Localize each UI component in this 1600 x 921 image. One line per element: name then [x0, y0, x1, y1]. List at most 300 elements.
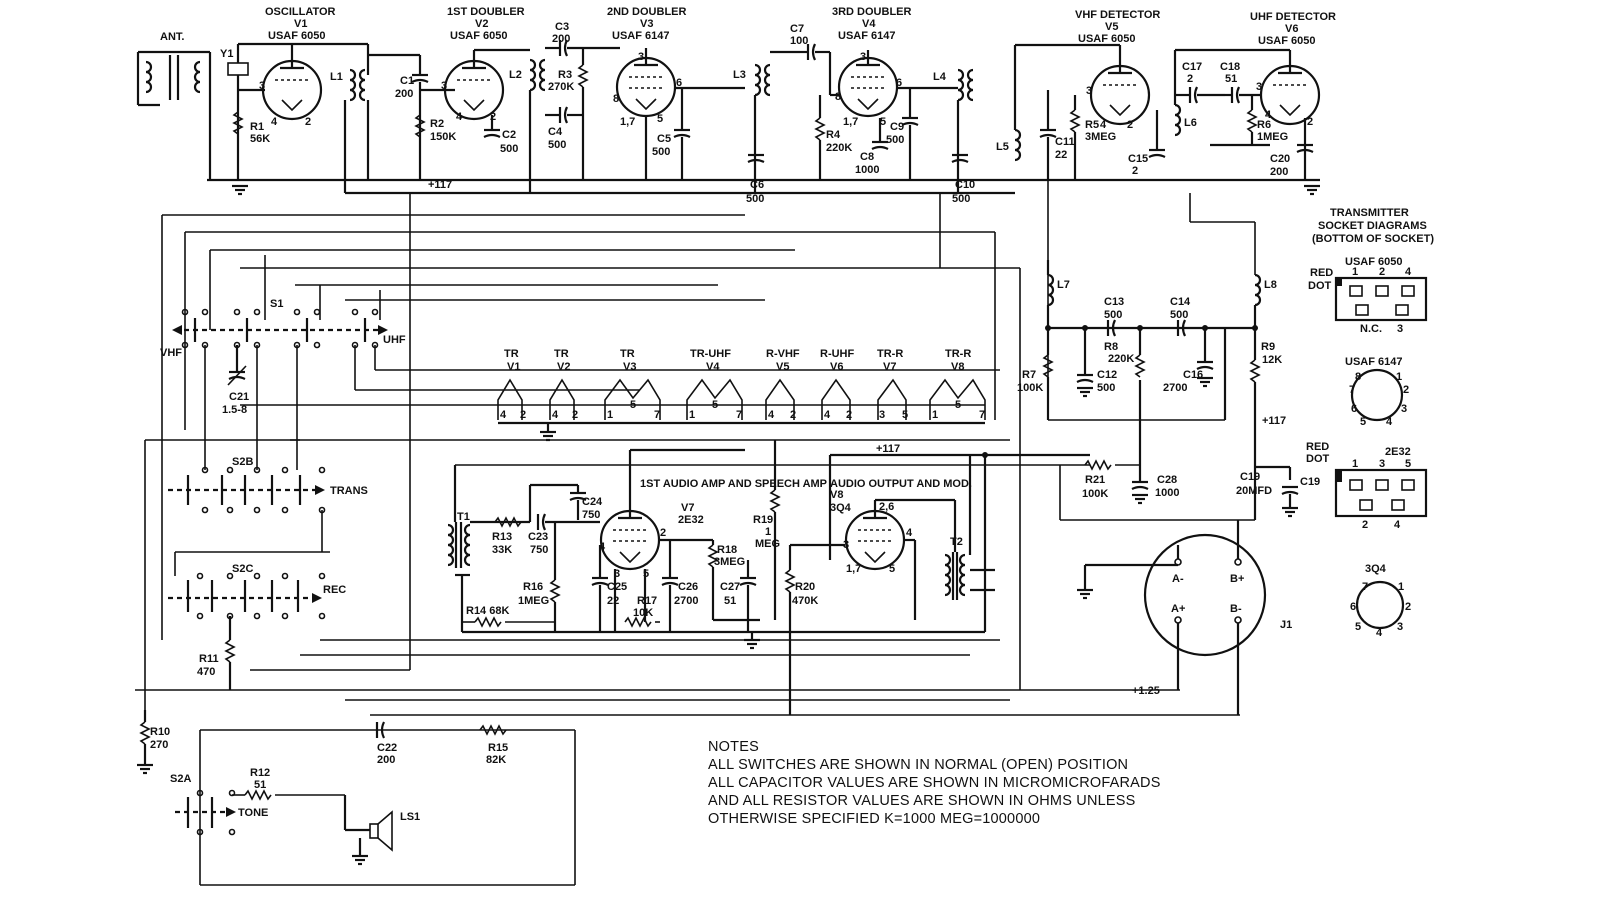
svg-text:150K: 150K: [430, 131, 457, 143]
svg-text:L6: L6: [1184, 117, 1197, 129]
svg-text:R9: R9: [1261, 341, 1276, 353]
svg-text:L2: L2: [509, 69, 522, 81]
svg-text:3: 3: [1397, 323, 1404, 335]
svg-text:C22: C22: [377, 742, 398, 754]
svg-text:TR: TR: [620, 348, 635, 360]
svg-text:1: 1: [1398, 581, 1405, 593]
svg-text:S2C: S2C: [232, 563, 254, 575]
svg-text:V5: V5: [1105, 21, 1119, 33]
svg-text:3: 3: [879, 409, 886, 421]
heater-v6: [820, 348, 854, 421]
svg-text:3: 3: [1397, 621, 1404, 633]
svg-text:S1: S1: [270, 298, 284, 310]
svg-text:200: 200: [552, 33, 571, 45]
svg-text:51: 51: [254, 779, 267, 791]
svg-text:TR-R: TR-R: [945, 348, 972, 360]
connector-j1: [1077, 520, 1292, 715]
svg-text:1: 1: [689, 409, 696, 421]
ground-symbol: [232, 186, 248, 194]
svg-text:C19: C19: [1300, 476, 1321, 488]
svg-text:+117: +117: [1262, 415, 1287, 427]
svg-text:1MEG: 1MEG: [1257, 131, 1289, 143]
svg-text:2: 2: [790, 409, 797, 421]
svg-text:V2: V2: [475, 18, 489, 30]
svg-text:500: 500: [500, 143, 519, 155]
resistor-r17: [625, 595, 660, 626]
svg-text:4: 4: [500, 409, 507, 421]
svg-text:USAF 6050: USAF 6050: [268, 30, 326, 42]
svg-text:L1: L1: [330, 71, 343, 83]
svg-text:200: 200: [377, 754, 396, 766]
svg-text:51: 51: [724, 595, 737, 607]
resistor-r1: [234, 112, 270, 145]
capacitor-c1: [395, 55, 455, 180]
svg-text:5: 5: [1405, 458, 1412, 470]
svg-text:2: 2: [1379, 266, 1386, 278]
svg-text:C13: C13: [1104, 296, 1125, 308]
svg-text:5: 5: [712, 399, 719, 411]
svg-text:C23: C23: [528, 531, 549, 543]
svg-text:C8: C8: [860, 151, 875, 163]
svg-text:1: 1: [1396, 371, 1403, 383]
resistor-r11: [197, 616, 234, 690]
svg-text:56K: 56K: [250, 133, 271, 145]
svg-text:C24: C24: [582, 496, 603, 508]
svg-text:C2: C2: [502, 129, 517, 141]
antenna-coil: [138, 31, 210, 180]
socket-usaf-6147: [1345, 356, 1409, 428]
svg-text:5: 5: [880, 116, 887, 128]
svg-text:100: 100: [790, 35, 809, 47]
svg-text:C1: C1: [400, 75, 415, 87]
svg-text:270: 270: [150, 739, 169, 751]
svg-text:3: 3: [1379, 458, 1386, 470]
svg-text:3Q4: 3Q4: [1365, 563, 1386, 575]
svg-text:1000: 1000: [1155, 487, 1180, 499]
svg-text:3: 3: [843, 539, 850, 551]
svg-text:4: 4: [1405, 266, 1412, 278]
svg-text:500: 500: [886, 134, 905, 146]
svg-text:R11: R11: [199, 653, 219, 665]
svg-text:33K: 33K: [492, 544, 513, 556]
svg-text:RED: RED: [1310, 267, 1334, 279]
notes-line: OTHERWISE SPECIFIED K=1000 MEG=1000000: [708, 811, 1041, 827]
svg-text:5: 5: [643, 568, 650, 580]
ground-symbol: [1304, 186, 1320, 194]
coil-l2: [509, 60, 545, 193]
svg-text:5: 5: [955, 399, 962, 411]
svg-text:DOT: DOT: [1306, 453, 1330, 465]
svg-text:C10: C10: [955, 179, 976, 191]
svg-text:R18: R18: [717, 544, 738, 556]
svg-text:500: 500: [952, 193, 971, 205]
svg-text:2: 2: [1127, 119, 1134, 131]
svg-text:USAF 6050: USAF 6050: [1345, 256, 1403, 268]
svg-text:1: 1: [1352, 266, 1359, 278]
svg-text:2: 2: [305, 116, 312, 128]
heater-strip: [498, 348, 985, 440]
svg-text:C6: C6: [750, 179, 765, 191]
svg-text:4: 4: [599, 541, 606, 553]
notes-line: ALL SWITCHES ARE SHOWN IN NORMAL (OPEN) POSITION: [708, 757, 1129, 773]
svg-text:C26: C26: [678, 581, 699, 593]
svg-text:220K: 220K: [1108, 353, 1135, 365]
svg-text:RED: RED: [1306, 441, 1330, 453]
svg-text:R20: R20: [795, 581, 816, 593]
svg-text:SOCKET DIAGRAMS: SOCKET DIAGRAMS: [1318, 220, 1427, 232]
svg-text:R7: R7: [1022, 369, 1037, 381]
svg-text:S2B: S2B: [232, 456, 254, 468]
svg-text:2: 2: [1403, 384, 1410, 396]
svg-text:R6: R6: [1257, 119, 1272, 131]
svg-text:1MEG: 1MEG: [518, 595, 550, 607]
svg-text:3: 3: [1401, 403, 1408, 415]
svg-text:C15: C15: [1128, 153, 1149, 165]
svg-text:USAF 6147: USAF 6147: [838, 30, 896, 42]
svg-text:4: 4: [1376, 627, 1383, 639]
svg-text:5: 5: [902, 409, 909, 421]
svg-text:DOT: DOT: [1308, 280, 1332, 292]
svg-text:R3: R3: [558, 69, 573, 81]
resistor-r12: [232, 767, 345, 799]
svg-text:750: 750: [530, 544, 549, 556]
svg-text:V7: V7: [883, 361, 897, 373]
svg-text:2ND DOUBLER: 2ND DOUBLER: [607, 6, 687, 18]
svg-text:3Q4: 3Q4: [830, 502, 851, 514]
svg-text:UHF: UHF: [383, 334, 406, 346]
svg-text:2: 2: [1307, 116, 1314, 128]
svg-text:1ST DOUBLER: 1ST DOUBLER: [447, 6, 525, 18]
svg-text:V1: V1: [507, 361, 521, 373]
svg-text:C9: C9: [890, 121, 905, 133]
svg-text:3: 3: [614, 568, 621, 580]
svg-text:1.5-8: 1.5-8: [222, 404, 248, 416]
svg-text:R-VHF: R-VHF: [766, 348, 800, 360]
svg-text:2: 2: [1362, 519, 1369, 531]
svg-text:22: 22: [607, 595, 620, 607]
svg-text:C20: C20: [1270, 153, 1291, 165]
resistor-r21: [1082, 461, 1140, 500]
svg-text:3: 3: [1086, 85, 1093, 97]
svg-text:500: 500: [548, 139, 567, 151]
socket-3q4: [1350, 563, 1411, 639]
svg-text:C4: C4: [548, 126, 563, 138]
svg-text:7: 7: [736, 409, 743, 421]
notes-line: ALL CAPACITOR VALUES ARE SHOWN IN MICROMICROFARADS: [708, 775, 1161, 791]
svg-text:500: 500: [1170, 309, 1189, 321]
svg-text:N.C.: N.C.: [1360, 323, 1382, 335]
svg-text:7: 7: [1349, 384, 1356, 396]
svg-text:VHF: VHF: [160, 347, 182, 359]
svg-text:6: 6: [1351, 403, 1358, 415]
socket-usaf-6050: [1308, 256, 1426, 335]
svg-text:V4: V4: [862, 18, 876, 30]
resistor-r15: [480, 726, 508, 766]
svg-text:750: 750: [582, 509, 601, 521]
svg-text:4: 4: [1265, 109, 1272, 121]
capacitor-c11: [1040, 90, 1075, 180]
svg-text:10K: 10K: [633, 607, 654, 619]
svg-text:5: 5: [657, 113, 664, 125]
svg-text:5: 5: [630, 399, 637, 411]
capacitor-c19: [1236, 467, 1320, 516]
svg-text:470: 470: [197, 666, 216, 678]
svg-text:8: 8: [613, 93, 620, 105]
svg-text:1,7: 1,7: [843, 116, 859, 128]
svg-text:USAF 6050: USAF 6050: [1258, 35, 1316, 47]
svg-text:100K: 100K: [1017, 382, 1044, 394]
svg-text:1: 1: [932, 409, 939, 421]
svg-text:REC: REC: [323, 584, 347, 596]
notes-heading: NOTES: [708, 739, 759, 755]
svg-text:200: 200: [395, 88, 414, 100]
svg-text:+117: +117: [876, 443, 901, 455]
resistor-r13: [492, 518, 521, 556]
capacitor-c25: [592, 545, 627, 632]
capacitor-c16: [1163, 328, 1225, 420]
capacitor-c9: [886, 88, 918, 180]
svg-text:20MFD: 20MFD: [1236, 485, 1273, 497]
svg-text:200: 200: [1270, 166, 1289, 178]
svg-text:TRANSMITTER: TRANSMITTER: [1330, 207, 1409, 219]
svg-text:R8: R8: [1104, 341, 1119, 353]
svg-text:1,7: 1,7: [620, 116, 636, 128]
b-plus-117-label: +117: [428, 179, 453, 191]
heater-v7: [877, 348, 908, 421]
b-plus-117-mid: [830, 443, 1090, 458]
svg-text:V3: V3: [640, 18, 654, 30]
svg-text:VHF DETECTOR: VHF DETECTOR: [1075, 9, 1161, 21]
svg-text:4: 4: [906, 527, 913, 539]
svg-text:LS1: LS1: [400, 811, 421, 823]
capacitor-c27: [720, 560, 756, 632]
svg-text:3: 3: [259, 80, 266, 92]
svg-text:R12: R12: [250, 767, 271, 779]
capacitor-c10: [952, 155, 975, 205]
svg-text:UHF DETECTOR: UHF DETECTOR: [1250, 11, 1336, 23]
svg-text:L7: L7: [1057, 279, 1070, 291]
svg-text:USAF 6050: USAF 6050: [1078, 33, 1136, 45]
svg-text:6: 6: [1350, 601, 1357, 613]
svg-text:470K: 470K: [792, 595, 819, 607]
svg-text:L3: L3: [733, 69, 746, 81]
socket-2e32: [1306, 441, 1426, 531]
svg-text:6: 6: [676, 77, 683, 89]
svg-text:2E32: 2E32: [678, 514, 704, 526]
capacitor-c20: [1270, 145, 1313, 178]
svg-text:TR-R: TR-R: [877, 348, 904, 360]
svg-text:220K: 220K: [826, 142, 853, 154]
svg-text:C11: C11: [1055, 136, 1075, 148]
svg-text:V2: V2: [557, 361, 571, 373]
tube-v6: [1250, 11, 1336, 180]
svg-text:R2: R2: [430, 118, 445, 130]
svg-text:100K: 100K: [1082, 488, 1109, 500]
coil-l8: [1255, 275, 1277, 328]
socket-diagrams: [1306, 207, 1434, 639]
svg-text:B-: B-: [1230, 603, 1242, 615]
svg-text:R17: R17: [637, 595, 658, 607]
coil-l7: [1048, 260, 1070, 328]
svg-text:R15: R15: [488, 742, 509, 754]
svg-text:3: 3: [441, 80, 448, 92]
coil-l3: [733, 52, 800, 193]
svg-text:1,7: 1,7: [846, 563, 862, 575]
capacitor-c13: [1104, 296, 1124, 336]
svg-text:C19: C19: [1240, 471, 1261, 483]
svg-text:A-: A-: [1172, 573, 1184, 585]
svg-text:2: 2: [1405, 601, 1412, 613]
svg-text:C7: C7: [790, 23, 805, 35]
svg-text:C5: C5: [657, 133, 672, 145]
svg-text:V8: V8: [951, 361, 965, 373]
svg-text:C3: C3: [555, 21, 570, 33]
svg-text:6: 6: [896, 77, 903, 89]
svg-text:V3: V3: [623, 361, 637, 373]
svg-text:(BOTTOM OF SOCKET): (BOTTOM OF SOCKET): [1312, 233, 1435, 245]
svg-text:L5: L5: [996, 141, 1009, 153]
svg-text:USAF 6147: USAF 6147: [1345, 356, 1403, 368]
heater-v3: [605, 348, 660, 421]
svg-text:2700: 2700: [674, 595, 699, 607]
svg-text:C16: C16: [1183, 369, 1204, 381]
speaker-ls1: [345, 795, 420, 864]
svg-text:R13: R13: [492, 531, 513, 543]
svg-text:V6: V6: [1285, 23, 1299, 35]
svg-text:500: 500: [746, 193, 765, 205]
resistor-r2: [416, 115, 456, 143]
svg-text:C27: C27: [720, 581, 741, 593]
svg-text:22: 22: [1055, 149, 1068, 161]
svg-text:R-UHF: R-UHF: [820, 348, 855, 360]
resistor-r19: [753, 440, 780, 620]
svg-text:500: 500: [652, 146, 671, 158]
svg-text:TR-UHF: TR-UHF: [690, 348, 731, 360]
svg-text:3: 3: [638, 51, 645, 63]
svg-text:+1.25: +1.25: [1132, 685, 1160, 697]
svg-text:8: 8: [1355, 371, 1362, 383]
svg-text:V8: V8: [830, 489, 844, 501]
svg-text:1: 1: [1352, 458, 1359, 470]
svg-text:ANT.: ANT.: [160, 31, 185, 43]
heater-v1: [498, 348, 526, 421]
heater-v4: [687, 348, 742, 421]
svg-text:A+: A+: [1171, 603, 1186, 615]
capacitor-c26: [662, 540, 698, 632]
svg-text:C21: C21: [229, 391, 250, 403]
switch-s1: [160, 298, 1000, 470]
capacitor-c28: [1132, 380, 1179, 503]
svg-text:500: 500: [1104, 309, 1123, 321]
capacitor-c17: [1175, 61, 1225, 103]
svg-text:R1: R1: [250, 121, 265, 133]
svg-text:B+: B+: [1230, 573, 1245, 585]
svg-text:C25: C25: [607, 581, 628, 593]
svg-text:T2: T2: [950, 536, 963, 548]
tube-v1: [259, 6, 336, 128]
svg-text:2: 2: [572, 409, 579, 421]
capacitor-c21: [222, 345, 249, 416]
svg-text:2: 2: [490, 111, 497, 123]
svg-text:4: 4: [1386, 416, 1393, 428]
svg-text:1: 1: [765, 526, 772, 538]
svg-text:1ST AUDIO AMP AND SPEECH AMP: 1ST AUDIO AMP AND SPEECH AMP: [640, 478, 828, 490]
svg-text:C28: C28: [1157, 474, 1178, 486]
svg-text:TR: TR: [504, 348, 519, 360]
svg-text:82K: 82K: [486, 754, 507, 766]
svg-text:7: 7: [654, 409, 661, 421]
svg-text:R14 68K: R14 68K: [466, 605, 510, 617]
svg-text:4: 4: [552, 409, 559, 421]
svg-text:2700: 2700: [1163, 382, 1188, 394]
capacitor-c7: [790, 23, 830, 95]
svg-text:2: 2: [520, 409, 527, 421]
svg-text:4: 4: [1100, 119, 1107, 131]
tube-v4: [830, 6, 958, 128]
svg-text:5: 5: [1355, 621, 1362, 633]
svg-text:V4: V4: [706, 361, 720, 373]
svg-text:8: 8: [835, 91, 842, 103]
svg-text:R4: R4: [826, 129, 841, 141]
notes-line: AND ALL RESISTOR VALUES ARE SHOWN IN OHMS UNLESS: [708, 793, 1136, 809]
svg-text:T1: T1: [457, 511, 470, 523]
svg-text:2E32: 2E32: [1385, 446, 1411, 458]
switch-s2c: [168, 510, 346, 619]
svg-text:V7: V7: [681, 502, 695, 514]
svg-text:3RD DOUBLER: 3RD DOUBLER: [832, 6, 912, 18]
capacitor-c22: [377, 722, 397, 766]
svg-text:2: 2: [1132, 165, 1139, 177]
notes-block: [708, 738, 1161, 828]
svg-text:4: 4: [824, 409, 831, 421]
capacitor-c14: [1170, 296, 1191, 336]
svg-text:5: 5: [889, 563, 896, 575]
svg-text:C14: C14: [1170, 296, 1191, 308]
svg-text:V6: V6: [830, 361, 844, 373]
svg-text:3MEG: 3MEG: [1085, 131, 1117, 143]
heater-v2: [550, 348, 578, 421]
resistor-r10: [137, 710, 170, 773]
svg-text:5: 5: [1360, 416, 1367, 428]
resistor-r7: [1017, 328, 1052, 420]
svg-text:1: 1: [607, 409, 614, 421]
svg-text:4: 4: [271, 116, 278, 128]
resistor-r14: [462, 605, 555, 626]
tube-v5: [1075, 9, 1160, 131]
svg-text:C12: C12: [1097, 369, 1118, 381]
svg-text:TRANS: TRANS: [330, 485, 368, 497]
capacitor-c24: [570, 485, 603, 521]
svg-text:7: 7: [979, 409, 986, 421]
svg-text:TONE: TONE: [238, 807, 269, 819]
svg-text:TR: TR: [554, 348, 569, 360]
svg-text:C18: C18: [1220, 61, 1241, 73]
svg-text:S2A: S2A: [170, 773, 192, 785]
svg-text:V5: V5: [776, 361, 790, 373]
svg-text:OSCILLATOR: OSCILLATOR: [265, 6, 336, 18]
svg-text:3: 3: [860, 51, 867, 63]
svg-text:R10: R10: [150, 726, 171, 738]
svg-text:51: 51: [1225, 73, 1238, 85]
svg-text:2: 2: [660, 527, 667, 539]
svg-text:2: 2: [1187, 73, 1194, 85]
svg-text:R5: R5: [1085, 119, 1100, 131]
heater-v5: [766, 348, 800, 421]
svg-text:270K: 270K: [548, 81, 575, 93]
capacitor-c4: [545, 107, 583, 151]
svg-text:2,6: 2,6: [879, 501, 895, 513]
svg-text:500: 500: [1097, 382, 1116, 394]
